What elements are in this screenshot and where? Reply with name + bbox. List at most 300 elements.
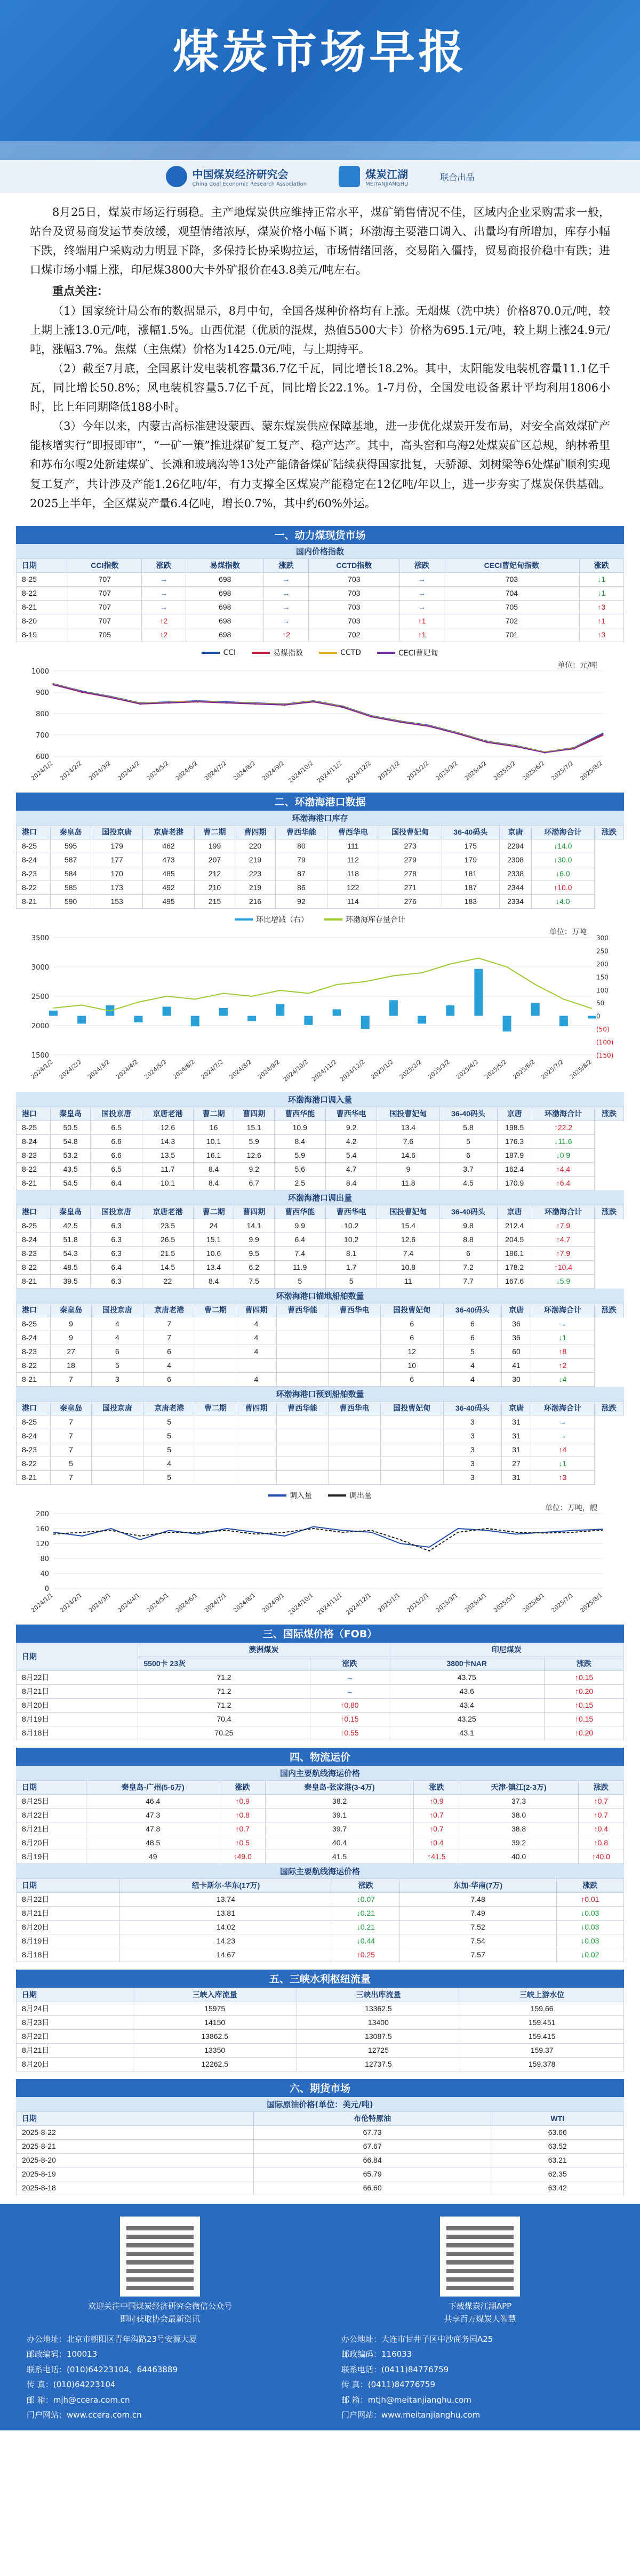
anchor-ships-cell: 4 bbox=[236, 1345, 276, 1358]
anchor-ships-cell bbox=[329, 1358, 380, 1372]
y2-tick-label: (100) bbox=[596, 1038, 614, 1046]
crude-oil-cell: 66.84 bbox=[253, 2153, 491, 2167]
price-index-cell: 703 bbox=[444, 572, 579, 586]
legend-item bbox=[319, 647, 361, 658]
anchor-ships-cell bbox=[195, 1358, 236, 1372]
bar bbox=[588, 1015, 596, 1018]
planned-ships-row bbox=[17, 1443, 624, 1457]
ccera-contact bbox=[27, 2332, 197, 2423]
three-gorges-cell: 8月20日 bbox=[17, 2057, 133, 2071]
anchor-ships-cell: 4 bbox=[91, 1317, 143, 1331]
legend-label: CECI曹妃甸 bbox=[398, 649, 438, 658]
intl-price-cell: ↑0.20 bbox=[545, 1684, 624, 1698]
domestic-freight-cell: ↑49.0 bbox=[220, 1850, 265, 1863]
three-gorges-cell: 13350 bbox=[133, 2043, 297, 2057]
port-inflow-cell: 13.4 bbox=[377, 1121, 439, 1134]
bar bbox=[276, 1004, 284, 1015]
port-inflow-cell: 8.4 bbox=[194, 1162, 234, 1176]
domestic-freight-header-cell: 涨跌 bbox=[220, 1780, 265, 1794]
port-inflow-cell: 176.3 bbox=[497, 1134, 532, 1148]
unit-label: 单位：元/吨 bbox=[557, 661, 597, 670]
domestic-freight-cell: 38.2 bbox=[265, 1794, 413, 1808]
intl-freight-cell: 7.54 bbox=[399, 1934, 556, 1948]
domestic-freight-header-cell: 天津-镇江(2-3万) bbox=[459, 1780, 578, 1794]
domestic-freight-cell: 8月25日 bbox=[17, 1794, 86, 1808]
domestic-freight-cell: ↑0.7 bbox=[414, 1808, 459, 1822]
anchor-ships-header-cell: 秦皇岛 bbox=[51, 1303, 91, 1317]
port-stock-cell: 183 bbox=[442, 894, 500, 908]
port-inflow-cell: 5.9 bbox=[274, 1148, 325, 1162]
crude-oil-cell: 66.60 bbox=[253, 2181, 491, 2195]
legend-item bbox=[328, 1490, 372, 1501]
port-inflow-cell: 14.6 bbox=[377, 1148, 439, 1162]
ccera-logo bbox=[166, 166, 307, 187]
x-tick-label: 2025/8/2 bbox=[579, 759, 604, 782]
y2-tick-label: (150) bbox=[596, 1051, 614, 1059]
port-inflow-header-cell: 港口 bbox=[17, 1107, 51, 1121]
port-stock-cell: 219 bbox=[235, 881, 275, 894]
meitanjianghu-postcode: 邮政编码：116033 bbox=[341, 2349, 412, 2359]
port-outflow-cell: 8-21 bbox=[17, 1274, 51, 1288]
x-tick-label: 2025/3/2 bbox=[434, 759, 459, 782]
x-tick-label: 2025/8/1 bbox=[579, 1591, 604, 1614]
port-stock-row bbox=[17, 881, 624, 894]
port-outflow-cell: 8.8 bbox=[439, 1233, 497, 1246]
intl-freight-table bbox=[16, 1878, 624, 1962]
intl-freight-cell: ↑0.25 bbox=[332, 1948, 399, 1962]
port-stock-cell: 495 bbox=[143, 894, 195, 908]
port-stock-cell: 179 bbox=[91, 839, 143, 853]
port-stock-cell: 279 bbox=[379, 853, 442, 867]
planned-ships-header-cell: 京唐老港 bbox=[143, 1401, 195, 1415]
port-inflow-cell: 5.6 bbox=[274, 1162, 325, 1176]
intl-price-cell: 43.75 bbox=[389, 1670, 545, 1684]
meitanjianghu-qr-caption bbox=[400, 2300, 560, 2325]
x-tick-label: 2024/8/1 bbox=[232, 1591, 257, 1614]
y-tick-label: 40 bbox=[40, 1570, 49, 1578]
intl-price-cell: 71.2 bbox=[138, 1684, 310, 1698]
port-stock-cell: ↓14.0 bbox=[531, 839, 594, 853]
port-outflow-cell: 7.2 bbox=[439, 1260, 497, 1274]
intl-price-cell: 43.4 bbox=[389, 1698, 545, 1712]
data-point bbox=[399, 721, 401, 723]
port-stock-row bbox=[17, 867, 624, 881]
x-tick-label: 2025/2/2 bbox=[405, 759, 430, 782]
port-outflow-cell: 14.5 bbox=[142, 1260, 193, 1274]
ccera-postcode: 邮政编码：100013 bbox=[27, 2349, 98, 2359]
anchor-ships-row bbox=[17, 1331, 624, 1345]
three-gorges-cell: 159.37 bbox=[460, 2043, 624, 2057]
intl-price-cell: 43.6 bbox=[389, 1684, 545, 1698]
anchor-ships-cell: 18 bbox=[51, 1358, 91, 1372]
ccera-qr-caption bbox=[80, 2300, 240, 2325]
port-stock-row bbox=[17, 839, 624, 853]
price-index-cell: → bbox=[264, 586, 308, 600]
x-tick-label: 2025/7/2 bbox=[550, 759, 575, 782]
domestic-freight-subtitle: 国内主要航线海运价格 bbox=[16, 1766, 624, 1780]
anchor-ships-cell bbox=[277, 1345, 329, 1358]
price-index-cell: 8-22 bbox=[17, 586, 68, 600]
intro-p1: 8月25日，煤炭市场运行弱稳。主产地煤炭供应维持正常水平，煤矿销售情况不佳，区域内企业采购需求一般，站台及贸易商发运节奏放缓，观望情绪浓厚，煤炭价格小幅下调；环渤海主要港口调入、出量均有所增加，库存小幅下跌，终端用户采购动力明显下降，多保持长协采购拉运，市场情绪回落，交易陷入僵持，贸易商报价稳中有跌；进口煤市场小幅上涨，印尼煤3800大卡外矿报价在43.8美元/吨左右。 bbox=[30, 206, 610, 277]
y-tick-label: 1000 bbox=[31, 667, 49, 676]
port-outflow-header-cell: 环渤海合计 bbox=[532, 1205, 594, 1219]
legend-label: CCI bbox=[223, 648, 236, 657]
port-inflow-cell: 9 bbox=[377, 1162, 439, 1176]
port-inflow-header-cell: 秦皇岛 bbox=[50, 1107, 91, 1121]
focus-title: 重点关注： bbox=[52, 284, 108, 298]
bar bbox=[559, 1015, 568, 1026]
port-outflow-cell: 21.5 bbox=[142, 1246, 193, 1260]
planned-ships-cell bbox=[195, 1429, 236, 1443]
port-outflow-cell: 8-24 bbox=[17, 1233, 51, 1246]
three-gorges-cell: 159.415 bbox=[460, 2029, 624, 2043]
crude-oil-cell: 2025-8-19 bbox=[17, 2167, 254, 2181]
y-tick-label: 3000 bbox=[31, 963, 49, 972]
y-tick-label: 800 bbox=[36, 710, 49, 718]
port-outflow-cell: 5 bbox=[325, 1274, 377, 1288]
port-inflow-cell: 170.9 bbox=[497, 1176, 532, 1190]
y2-tick-label: (50) bbox=[596, 1025, 610, 1033]
anchor-ships-cell bbox=[329, 1345, 380, 1358]
port-inflow-cell: 54.8 bbox=[50, 1134, 91, 1148]
three-gorges-cell: 13400 bbox=[297, 2015, 460, 2029]
port-stock-cell: 8-24 bbox=[17, 853, 51, 867]
domestic-freight-cell: ↑0.7 bbox=[220, 1822, 265, 1836]
port-outflow-header-cell: 曹四期 bbox=[234, 1205, 274, 1219]
legend-item bbox=[377, 647, 438, 658]
y2-tick-label: 300 bbox=[596, 934, 609, 942]
intl-price-subheader-cell: 5500卡 23灰 bbox=[138, 1657, 310, 1670]
port-inflow-cell: 5.4 bbox=[325, 1148, 377, 1162]
x-tick-label: 2024/5/2 bbox=[143, 1058, 168, 1081]
port-inflow-row bbox=[17, 1121, 624, 1134]
intl-price-subheader-cell: 3800卡NAR bbox=[389, 1657, 545, 1670]
three-gorges-cell: 12737.5 bbox=[297, 2057, 460, 2071]
port-outflow-cell: 39.5 bbox=[50, 1274, 91, 1288]
price-index-cell: 705 bbox=[68, 628, 141, 642]
planned-ships-header-cell: 国投京唐 bbox=[91, 1401, 143, 1415]
anchor-ships-cell bbox=[195, 1317, 236, 1331]
bar bbox=[49, 1011, 58, 1016]
three-gorges-cell: 15975 bbox=[133, 2002, 297, 2015]
planned-ships-header-cell: 36-40码头 bbox=[443, 1401, 501, 1415]
port-stock-cell: 584 bbox=[51, 867, 91, 881]
crude-oil-header-cell: 布伦特原油 bbox=[253, 2111, 491, 2125]
port-inflow-cell: 9.2 bbox=[234, 1162, 274, 1176]
port-inflow-subtitle: 环渤海港口调入量 bbox=[16, 1092, 624, 1107]
port-outflow-cell: 7.7 bbox=[439, 1274, 497, 1288]
domestic-freight-cell: 40.4 bbox=[265, 1836, 413, 1850]
port-stock-cell: ↓4.0 bbox=[531, 894, 594, 908]
intl-price-cell: 8月18日 bbox=[17, 1726, 138, 1740]
intl-price-cell: 8月22日 bbox=[17, 1670, 138, 1684]
unit-label: 单位：万吨 bbox=[549, 927, 587, 937]
port-inflow-row bbox=[17, 1162, 624, 1176]
port-stock-cell: 8-22 bbox=[17, 881, 51, 894]
domestic-freight-cell: 41.5 bbox=[265, 1850, 413, 1863]
legend-item bbox=[252, 647, 303, 658]
port-stock-cell: 111 bbox=[327, 839, 379, 853]
port-outflow-cell: 23.5 bbox=[142, 1219, 193, 1233]
intl-freight-subtitle: 国际主要航线海运价格 bbox=[16, 1864, 624, 1878]
port-outflow-row bbox=[17, 1260, 624, 1274]
price-index-header-cell: 易煤指数 bbox=[186, 558, 264, 572]
port-stock-cell: 173 bbox=[91, 881, 143, 894]
port-outflow-cell: 12.6 bbox=[377, 1233, 439, 1246]
y2-tick-label: 100 bbox=[596, 986, 609, 994]
price-index-row bbox=[17, 600, 624, 614]
anchor-ships-cell bbox=[195, 1331, 236, 1345]
intl-freight-cell: ↓0.44 bbox=[332, 1934, 399, 1948]
port-inflow-cell: 16.1 bbox=[194, 1148, 234, 1162]
port-stock-cell: 590 bbox=[51, 894, 91, 908]
domestic-freight-cell: ↑0.7 bbox=[414, 1822, 459, 1836]
anchor-ships-cell bbox=[277, 1372, 329, 1386]
port-stock-header-cell: 36-40码头 bbox=[442, 825, 500, 839]
intro-text bbox=[0, 193, 640, 518]
crude-oil-cell: 67.73 bbox=[253, 2125, 491, 2139]
crude-oil-row bbox=[17, 2153, 624, 2167]
planned-ships-cell bbox=[329, 1470, 380, 1484]
port-outflow-header-cell: 涨跌 bbox=[595, 1205, 624, 1219]
price-index-cell: 8-19 bbox=[17, 628, 68, 642]
price-index-cell: 698 bbox=[186, 600, 264, 614]
port-stock-cell: 181 bbox=[442, 867, 500, 881]
port-stock-cell: 177 bbox=[91, 853, 143, 867]
intl-price-cell: 43.25 bbox=[389, 1712, 545, 1726]
intl-freight-cell: ↓0.02 bbox=[556, 1948, 623, 1962]
data-point bbox=[110, 697, 112, 698]
port-outflow-cell: 167.6 bbox=[497, 1274, 532, 1288]
footer bbox=[0, 2204, 640, 2430]
legend-label: 环渤海库存量合计 bbox=[346, 915, 405, 924]
x-tick-label: 2024/4/2 bbox=[115, 1058, 140, 1081]
planned-ships-header-cell: 国投曹妃甸 bbox=[380, 1401, 443, 1415]
planned-ships-header-cell: 港口 bbox=[17, 1401, 51, 1415]
three-gorges-header-cell: 三峡出库流量 bbox=[297, 1988, 460, 2002]
domestic-freight-header-cell: 涨跌 bbox=[414, 1780, 459, 1794]
port-stock-cell: 179 bbox=[442, 853, 500, 867]
planned-ships-cell bbox=[329, 1429, 380, 1443]
anchor-ships-cell: 7 bbox=[51, 1372, 91, 1386]
anchor-ships-header-cell: 京唐老港 bbox=[143, 1303, 195, 1317]
x-tick-label: 2024/4/1 bbox=[116, 1591, 141, 1614]
planned-ships-cell bbox=[91, 1470, 143, 1484]
y-tick-label: 0 bbox=[44, 1585, 49, 1593]
planned-ships-cell: 5 bbox=[51, 1457, 91, 1470]
price-index-cell: 705 bbox=[444, 600, 579, 614]
data-point bbox=[284, 704, 285, 706]
price-index-cell: 707 bbox=[68, 586, 141, 600]
x-tick-label: 2024/2/2 bbox=[58, 759, 84, 782]
anchor-ships-table bbox=[16, 1303, 624, 1387]
price-index-cell: ↑3 bbox=[579, 600, 623, 614]
port-outflow-cell: 10.2 bbox=[325, 1219, 377, 1233]
intl-freight-cell: ↓0.21 bbox=[332, 1920, 399, 1934]
port-outflow-cell: ↑4.7 bbox=[532, 1233, 594, 1246]
meitanjianghu-qr-caption-line1: 下载煤炭江湖APP bbox=[448, 2301, 512, 2311]
section-freight-title: 四、物流运价 bbox=[16, 1748, 624, 1766]
anchor-ships-cell: 5 bbox=[443, 1345, 501, 1358]
port-outflow-header-cell: 曹西华能 bbox=[274, 1205, 325, 1219]
domestic-freight-cell: ↑0.7 bbox=[578, 1808, 623, 1822]
price-index-cell: ↑1 bbox=[399, 614, 444, 628]
x-tick-label: 2024/10/1 bbox=[287, 1591, 315, 1615]
planned-ships-cell: 8-21 bbox=[17, 1470, 51, 1484]
anchor-ships-cell: 41 bbox=[501, 1358, 531, 1372]
price-index-cell: ↑1 bbox=[579, 614, 623, 628]
x-tick-label: 2025/6/1 bbox=[521, 1591, 546, 1614]
anchor-ships-cell bbox=[277, 1317, 329, 1331]
bar bbox=[247, 1015, 256, 1021]
planned-ships-cell bbox=[236, 1470, 276, 1484]
series-line bbox=[53, 685, 603, 753]
price-index-cell: 702 bbox=[308, 628, 399, 642]
port-inflow-row bbox=[17, 1134, 624, 1148]
planned-ships-cell: 27 bbox=[501, 1457, 531, 1470]
data-point bbox=[226, 702, 228, 703]
legend-item bbox=[235, 914, 308, 925]
price-index-header-row bbox=[17, 558, 624, 572]
anchor-ships-row bbox=[17, 1372, 624, 1386]
planned-ships-cell bbox=[329, 1415, 380, 1429]
three-gorges-header-cell: 日期 bbox=[17, 1988, 133, 2002]
anchor-ships-cell bbox=[195, 1372, 236, 1386]
x-tick-label: 2024/6/2 bbox=[174, 759, 199, 782]
price-index-cell: 703 bbox=[308, 586, 399, 600]
y-tick-label: 900 bbox=[36, 689, 49, 697]
port-stock-table bbox=[16, 825, 624, 909]
crude-oil-cell: 62.35 bbox=[491, 2167, 624, 2181]
price-index-header-cell: 涨跌 bbox=[579, 558, 623, 572]
intl-price-group-row bbox=[17, 1643, 624, 1657]
intl-freight-cell: 7.48 bbox=[399, 1892, 556, 1906]
intl-price-cell: 8月19日 bbox=[17, 1712, 138, 1726]
intl-freight-cell: 14.67 bbox=[119, 1948, 332, 1962]
y-tick-label: 80 bbox=[40, 1555, 49, 1563]
port-inflow-table bbox=[16, 1107, 624, 1190]
intl-freight-cell: 14.23 bbox=[119, 1934, 332, 1948]
port-stock-cell: ↓6.0 bbox=[531, 867, 594, 881]
port-inflow-header-cell: 国投曹妃甸 bbox=[377, 1107, 439, 1121]
anchor-ships-cell: 6 bbox=[143, 1345, 195, 1358]
port-stock-subtitle: 环渤海港口库存 bbox=[16, 811, 624, 825]
port-stock-combo-chart bbox=[16, 927, 624, 1087]
port-stock-cell: 210 bbox=[194, 881, 235, 894]
series-line bbox=[53, 684, 603, 753]
port-inflow-cell: 16 bbox=[194, 1121, 234, 1134]
price-index-cell: → bbox=[399, 600, 444, 614]
price-index-header-cell: 日期 bbox=[17, 558, 68, 572]
port-inflow-cell: 43.5 bbox=[50, 1162, 91, 1176]
intl-price-cell: 43.1 bbox=[389, 1726, 545, 1740]
domestic-freight-cell: 38.0 bbox=[459, 1808, 578, 1822]
bar bbox=[446, 1005, 454, 1016]
domestic-freight-cell: 8月20日 bbox=[17, 1836, 86, 1850]
planned-ships-header-cell: 涨跌 bbox=[594, 1401, 624, 1415]
port-outflow-cell: 6.3 bbox=[91, 1274, 142, 1288]
planned-ships-cell: 7 bbox=[51, 1429, 91, 1443]
port-inflow-header-cell: 京唐老港 bbox=[142, 1107, 193, 1121]
intl-price-cell: ↑0.15 bbox=[545, 1712, 624, 1726]
port-outflow-cell: 178.2 bbox=[497, 1260, 532, 1274]
crude-oil-cell: 63.21 bbox=[491, 2153, 624, 2167]
planned-ships-cell bbox=[329, 1457, 380, 1470]
port-outflow-cell: 11.9 bbox=[274, 1260, 325, 1274]
three-gorges-cell: 12262.5 bbox=[133, 2057, 297, 2071]
port-stock-cell: 153 bbox=[91, 894, 143, 908]
planned-ships-cell: 7 bbox=[51, 1443, 91, 1457]
domestic-freight-cell: ↑0.8 bbox=[578, 1836, 623, 1850]
price-index-cell: 8-25 bbox=[17, 572, 68, 586]
anchor-ships-cell: 10 bbox=[380, 1358, 443, 1372]
port-outflow-cell: 54.3 bbox=[50, 1246, 91, 1260]
three-gorges-cell: 13362.5 bbox=[297, 2002, 460, 2015]
port-stock-cell: 585 bbox=[51, 881, 91, 894]
planned-ships-cell bbox=[91, 1457, 143, 1470]
intl-price-group-cell: 印尼煤炭 bbox=[389, 1643, 624, 1657]
port-outflow-header-cell: 国投京唐 bbox=[91, 1205, 142, 1219]
port-inflow-cell: 4.7 bbox=[325, 1162, 377, 1176]
port-inflow-cell: 5.8 bbox=[439, 1121, 497, 1134]
planned-ships-cell: 3 bbox=[443, 1415, 501, 1429]
port-inflow-cell: 8-21 bbox=[17, 1176, 51, 1190]
intl-price-cell: 8月20日 bbox=[17, 1698, 138, 1712]
y-tick-label: 2500 bbox=[31, 993, 49, 1001]
planned-ships-cell bbox=[91, 1429, 143, 1443]
port-outflow-cell: 6.4 bbox=[274, 1233, 325, 1246]
price-index-cell: → bbox=[141, 586, 186, 600]
intl-freight-header-row bbox=[17, 1878, 624, 1892]
port-outflow-table bbox=[16, 1205, 624, 1289]
port-flow-chart bbox=[16, 1488, 624, 1617]
anchor-ships-cell: 6 bbox=[380, 1317, 443, 1331]
planned-ships-cell bbox=[380, 1470, 443, 1484]
price-index-cell: 703 bbox=[308, 600, 399, 614]
meitanjianghu-email: 邮 箱：mtjh@meitanjianghu.com bbox=[341, 2395, 471, 2405]
port-stock-header-cell: 港口 bbox=[17, 825, 51, 839]
bar bbox=[503, 1015, 511, 1031]
port-inflow-cell: 8-22 bbox=[17, 1162, 51, 1176]
domestic-freight-table bbox=[16, 1780, 624, 1864]
price-index-cell: ↑2 bbox=[141, 628, 186, 642]
price-index-cell: ↓1 bbox=[579, 572, 623, 586]
planned-ships-cell bbox=[236, 1429, 276, 1443]
ccera-address: 办公地址：北京市朝阳区青年沟路23号安源大厦 bbox=[27, 2334, 197, 2344]
port-inflow-header-cell: 涨跌 bbox=[595, 1107, 624, 1121]
port-inflow-cell: 11.7 bbox=[142, 1162, 193, 1176]
data-point bbox=[197, 701, 199, 702]
ccera-qr-code-icon bbox=[120, 2217, 200, 2297]
anchor-ships-cell: 4 bbox=[143, 1358, 195, 1372]
price-index-header-cell: 涨跌 bbox=[141, 558, 186, 572]
anchor-ships-cell: 6 bbox=[443, 1331, 501, 1345]
port-outflow-cell: 11 bbox=[377, 1274, 439, 1288]
port-inflow-cell: 6.4 bbox=[91, 1176, 142, 1190]
price-index-row bbox=[17, 586, 624, 600]
port-outflow-cell: 24 bbox=[194, 1219, 234, 1233]
legend-label: 环比增减（右） bbox=[256, 915, 308, 924]
port-stock-cell: 220 bbox=[235, 839, 275, 853]
port-outflow-cell: 186.1 bbox=[497, 1246, 532, 1260]
port-outflow-cell: 7.5 bbox=[234, 1274, 274, 1288]
port-inflow-cell: 2.5 bbox=[274, 1176, 325, 1190]
anchor-ships-cell: 12 bbox=[380, 1345, 443, 1358]
port-stock-cell: 170 bbox=[91, 867, 143, 881]
planned-ships-header-cell: 曹四期 bbox=[236, 1401, 276, 1415]
planned-ships-cell: 5 bbox=[143, 1429, 195, 1443]
planned-ships-cell: 3 bbox=[443, 1457, 501, 1470]
